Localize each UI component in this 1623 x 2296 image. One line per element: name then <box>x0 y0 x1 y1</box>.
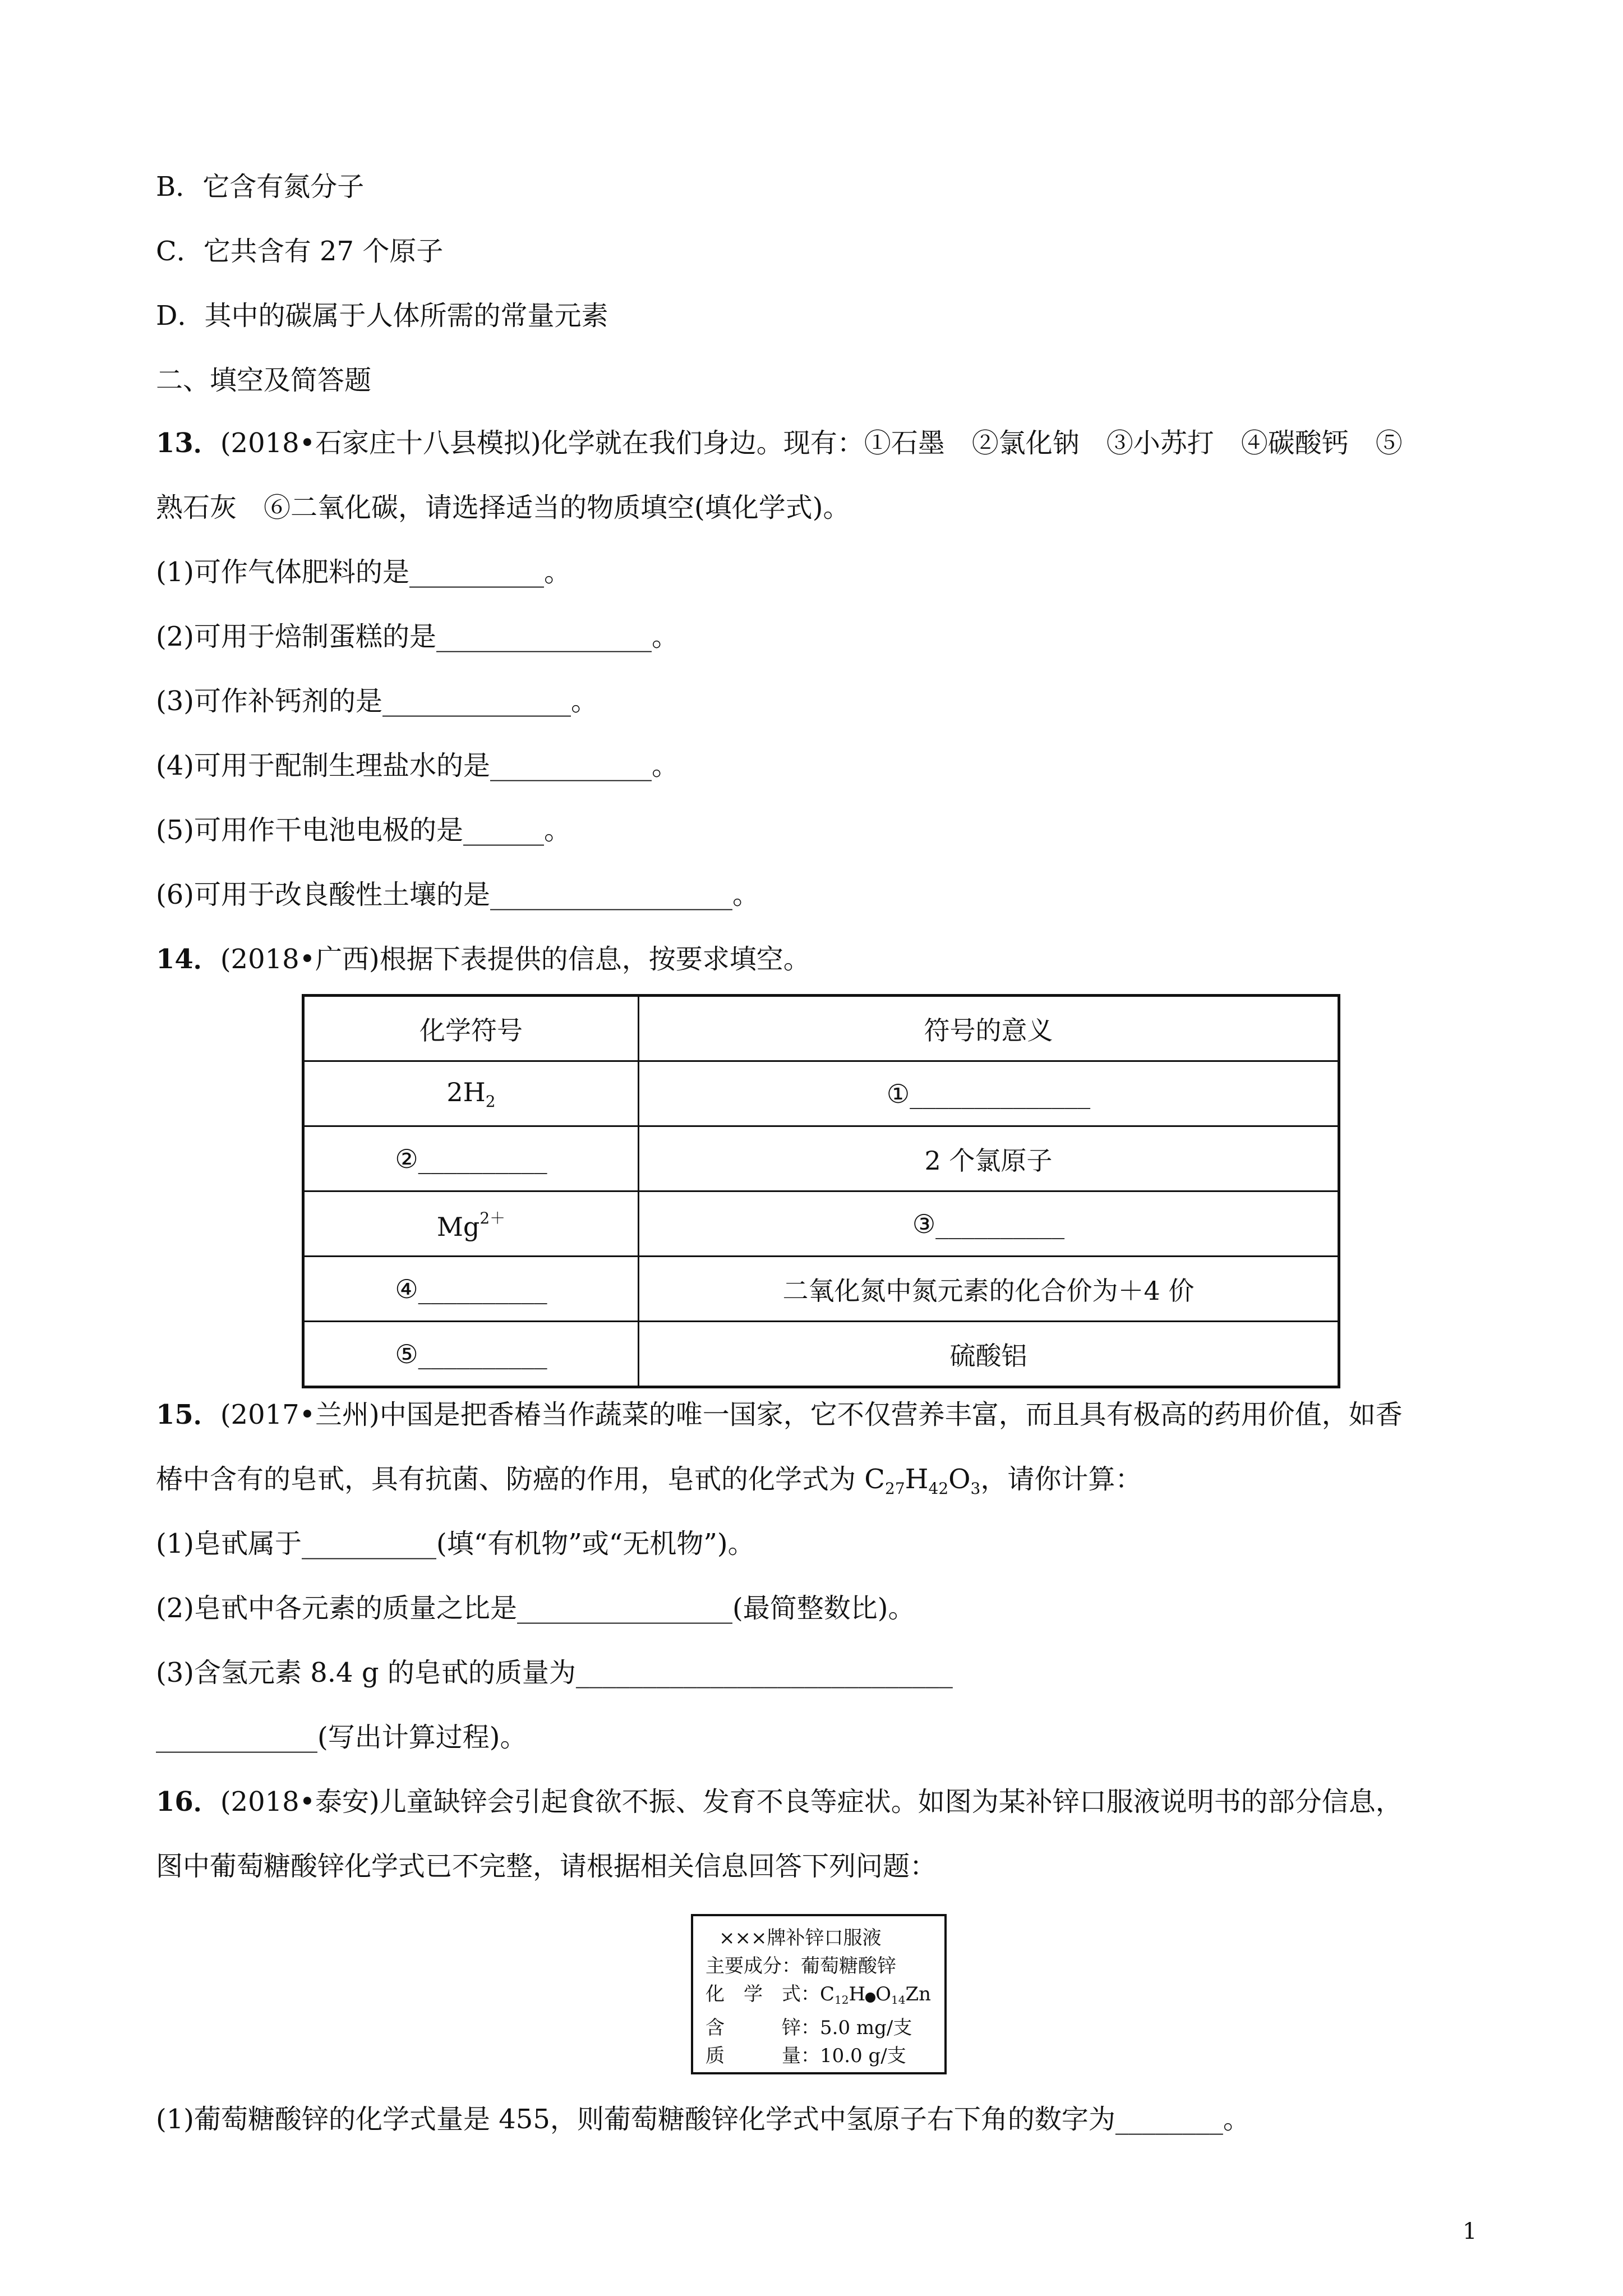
supplement-label-box <box>691 1914 947 2074</box>
question-14-stem: 14．(2018•广西)根据下表提供的信息，按要求填空。 <box>156 944 810 975</box>
label-title: ×××牌补锌口服液 <box>719 1927 882 1949</box>
symbol-meaning-table <box>302 994 1340 1388</box>
q13-item-1: (1)可作气体肥料的是__________。 <box>156 556 571 588</box>
q15-item-1: (1)皂甙属于__________(填“有机物”或“无机物”)。 <box>156 1528 755 1559</box>
question-15-stem: 15．(2017•兰州)中国是把香椿当作蔬菜的唯一国家，它不仅营养丰富，而且具有极高的药用价值，如香 <box>156 1399 1403 1430</box>
table-cell-meaning: 硫酸铝 <box>639 1322 1339 1387</box>
table-header-cell: 化学符号 <box>303 996 639 1061</box>
ink-blot-icon <box>865 1993 875 2003</box>
table-cell-symbol: ②__________ <box>303 1126 639 1191</box>
option-b: B．它含有氮分子 <box>156 171 365 203</box>
q13-item-5: (5)可用作干电池电极的是______。 <box>156 815 571 846</box>
table-cell-meaning: ③__________ <box>639 1191 1339 1257</box>
question-number: 13． <box>156 427 220 459</box>
q15-item-3-cont: ____________(写出计算过程)。 <box>156 1722 527 1753</box>
question-15-stem-cont: 椿中含有的皂甙，具有抗菌、防癌的作用，皂甙的化学式为 $C_{27}H_{42}O_3$，请你计算： <box>156 1464 1142 1498</box>
label-zinc: 含 锌：5.0 mg/支 <box>706 2017 912 2039</box>
table-header-cell: 符号的意义 <box>639 996 1339 1061</box>
table-header-row <box>303 996 1339 1061</box>
q13-item-6: (6)可用于改良酸性土壤的是__________________。 <box>156 879 759 910</box>
table-row <box>303 1061 1339 1126</box>
table-row <box>303 1257 1339 1322</box>
question-16-stem-cont: 图中葡萄糖酸锌化学式已不完整，请根据相关信息回答下列问题： <box>156 1851 937 1882</box>
table-row <box>303 1322 1339 1387</box>
section-heading: 二、填空及简答题 <box>156 365 372 396</box>
q16-item-1: (1)葡萄糖酸锌的化学式量是 455，则葡萄糖酸锌化学式中氢原子右下角的数字为________。 <box>156 2104 1250 2135</box>
table-cell-symbol: $Mg^{2+}$ <box>303 1191 639 1257</box>
question-13-stem: 13．(2018•石家庄十八县模拟)化学就在我们身边。现有：①石墨 ②氯化钠 ③小苏打 ④碳酸钙 ⑤ <box>156 427 1403 459</box>
table-cell-meaning: ①______________ <box>639 1061 1339 1126</box>
option-d: D．其中的碳属于人体所需的常量元素 <box>156 300 608 332</box>
table-cell-symbol: ④__________ <box>303 1257 639 1322</box>
label-mass: 质 量：10.0 g/支 <box>706 2045 906 2067</box>
option-c: C．它共含有 27 个原子 <box>156 236 444 267</box>
table-row <box>303 1126 1339 1191</box>
label-ingredient: 主要成分：葡萄糖酸锌 <box>706 1955 896 1977</box>
q15-item-2: (2)皂甙中各元素的质量之比是________________(最简整数比)。 <box>156 1593 915 1624</box>
table-cell-meaning: 2 个氯原子 <box>639 1126 1339 1191</box>
q13-item-4: (4)可用于配制生理盐水的是____________。 <box>156 750 679 781</box>
question-13-stem-cont: 熟石灰 ⑥二氧化碳，请选择适当的物质填空(填化学式)。 <box>156 492 850 523</box>
q15-item-3: (3)含氢元素 8.4 g 的皂甙的质量为____________________________ <box>156 1657 953 1688</box>
label-formula: 化 学 式：$C_{12}H$ $O_{14}Zn$ <box>706 1983 931 2007</box>
table-cell-meaning: 二氧化氮中氮元素的化合价为＋4 价 <box>639 1257 1339 1322</box>
table-cell-symbol: ⑤__________ <box>303 1322 639 1387</box>
table-row <box>303 1191 1339 1257</box>
table-cell-symbol: $2H_2$ <box>303 1061 639 1126</box>
question-16-stem: 16．(2018•泰安)儿童缺锌会引起食欲不振、发育不良等症状。如图为某补锌口服液说明书的部分信息， <box>156 1786 1403 1818</box>
page-number: 1 <box>1463 2219 1477 2244</box>
q13-item-3: (3)可作补钙剂的是______________。 <box>156 685 598 717</box>
q13-item-2: (2)可用于焙制蛋糕的是________________。 <box>156 621 679 652</box>
